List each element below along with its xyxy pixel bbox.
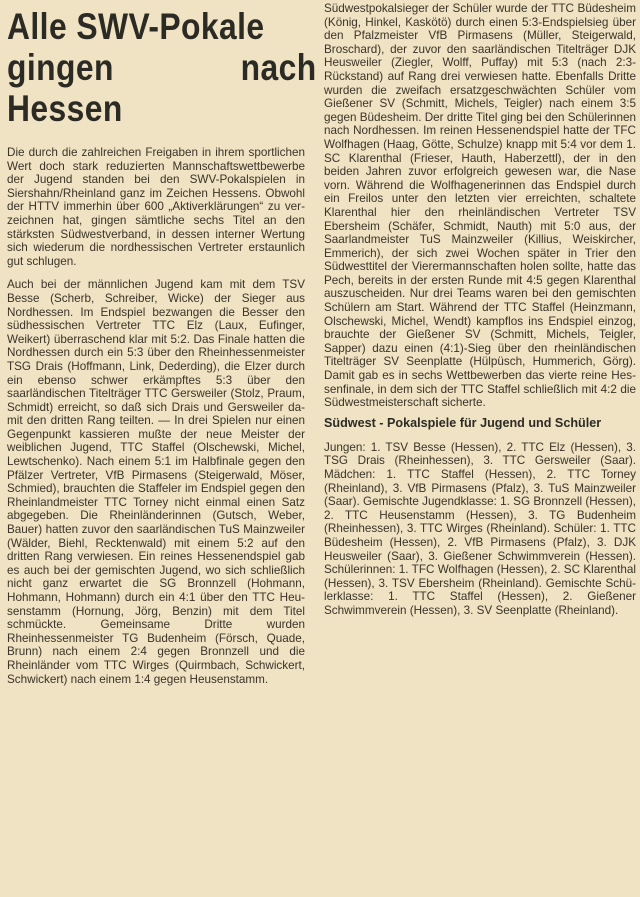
body-paragraph-right: Südwestpokalsieger der Schüler wurde der TTC Büdesheim (König, Hinkel, Kaskötö) durch einen 5:3-Endspielsieg über den Pfalzmeister VfB Pirmasens (Müller, Steigerwald, Broschard), der zuvor den saarländischen Titelträger DJK Heusweiler (Ziegler, Wolff, Puffay) mit 5:3 (nach 2:3-Rückstand) auf Rang drei verwiesen hatte. Ebenfalls Dritte wurden die zweifach ersatzgeschwächten Schüler vom Gießener SV (Schmitt, Michels, Teigler) nach einem 3:5 gegen Büdesheim. Der dritte Titel ging bei den Schülerinnen nach Nordhessen. Im reinen Hessenendspiel hatte der TFC Wolfhagen (Haag, Götte, Schulze) knapp mit 5:4 vor dem 1. SC Klarenthal (Frieser, Hauth, Haberzettl), der in den beiden Jahren zuvor erfolgreich gewesen war, die Nase vorn. Während die Wolfhagenerinnen das Endspiel durch ein Freilos unter den letzten vier erreichten, schaltete Klarenthal hier den rheinländischen Vertreter TSV Ebersheim (Schäfer, Schmidt, Nauth) mit 5:0 aus, der Saarlandmeister TuS Mainzweiler (Killius, Weiskircher, Emmerich), der sich zwei Wochen später in Trier den Südwesttitel der Vierermannschaften holen sollte, hatte das Pech, bereits in der ersten Runde mit 4:5 gegen Klarenthal auszuscheiden. Nur drei Teams waren bei den gemischten Schülern am Start. Während der TTC Staffel (Heinzmann, Olschewski, Michel, Wendt) kampflos ins Endspiel einzog, brauchte der Gießener SV (Schmitt, Michels, Teigler, Sapper) dazu einen (4:1)-Sieg über den rheinländischen Titelträger SV Seenplatte (Hülpüsch, Hummerich, Görg). Damit gab es in sechs Wettbewerben das vierte reine Hessenfinale, in dem sich der TTC Staffel schließlich mit 4:2 die Südwestmeisterschaft sicherte. bbox=[324, 2, 636, 410]
headline-line-1: Alle SWV-Pokale bbox=[7, 6, 265, 47]
body-paragraph-left: Auch bei der männlichen Jugend kam mit dem TSV Besse (Scherb, Schreiber, Wicke) der Sieger aus Nordhessen. Im Endspiel bezwangen die Besser den südhessischen Vertreter TTC Elz (Laux, Eufinger, Weikert) überraschend klar mit 5:2. Das Finale hatten die Nordhessen durch ein 5:3 über den Rheinhessenmeister TSG Drais (Hoffmann, Link, Dederding), die Elzer durch ein ebenso schwer erkämpftes 5:3 über den saarländischen Titelträger TTC Gersweiler (Stolz, Praum, Schmidt) erreicht, so daß sich Drais und Gersweiler damit den dritten Rang teilten. — In drei Spielen nur einen Gegenpunkt kassieren mußte der neue Meister der weiblichen Jugend, TTC Staffel (Olschewski, Michel, Lewtschenko). Nach einem 5:1 im Halbfinale gegen den Pfälzer Vertreter, VfB Pirmasens (Steigerwald, Möser, Schmied), brauchten die Staffeler im Endspiel gegen den Rheinlandmeister TTC Torney nicht einmal einen Satz abgegeben. Die Rheinländerinnen (Gutsch, Weber, Bauer) hatten zuvor den saarländischen TuS Mainzweiler (Wälder, Biehl, Recktenwald) mit einem 5:2 auf den dritten Rang verwiesen. Ein reines Hessenendspiel gab es auch bei der gemischten Jugend, wo sich schließlich nicht ganz erwartet die SG Bronnzell (Hohmann, Hohmann, Hohmann) durch ein 4:1 über den TTC Heusenstamm (Hornung, Jörg, Benzin) mit dem Titel schmückte. Gemeinsame Dritte wurden Rheinhessenmeister TG Budenheim (Försch, Quade, Brunn) nach einem 2:4 gegen Bronnzell und die Rheinländer vom TTC Wirges (Quirmbach, Schwickert, Schwickert) nach einem 1:4 gegen Heusenstamm. bbox=[7, 278, 305, 686]
results-heading: Südwest - Pokalspiele für Jugend und Schüler bbox=[324, 415, 602, 430]
headline bbox=[7, 6, 317, 129]
results-list: Jungen: 1. TSV Besse (Hessen), 2. TTC Elz (Hessen), 3. TSG Drais (Rheinhessen), 3. TTC Gersweiler (Saar). Mädchen: 1. TTC Staffel (Hessen), 2. TTC Torney (Rheinland), 3. VfB Pirmasens (Pfalz), 3. TuS Mainzweiler (Saar). Gemischte Jugendklasse: 1. SG Bronnzell (Hessen), 2. TTC Heusenstamm (Hessen), 3. TG Budenheim (Rheinhessen), 3. TTC Wirges (Rheinland). Schüler: 1. TTC Büdesheim (Hessen), 2. VfB Pirmasens (Pfalz), 3. DJK Heusweiler (Saar), 3. Gießener Schwimmverein (Hessen). Schülerinnen: 1. TFC Wolfhagen (Hessen), 2. SC Klarenthal (Hessen), 3. TSV Ebersheim (Rheinland). Gemischte Schülerklasse: 1. TTC Staffel (Hessen), 2. Gießener Schwimmverein (Hessen), 3. SV Seenplatte (Rheinland). bbox=[324, 440, 636, 617]
lead-paragraph: Die durch die zahlreichen Freigaben in ihrem sportlichen Wert doch stark reduzierten Mannschaftswettbewerbe der Jugend standen bei den SWV-Pokalspielen in Siershahn/Rheinland ganz im Zeichen Hessens. Obwohl der HTTV immerhin über 600 „Aktiverklärungen“ zu verzeichnen hat, gingen sämtliche sechs Titel an den stärksten Südwestverband, in dessen interner Wertung sich wiederum die nordhessischen Vertreter erstaunlich gut schlugen. bbox=[7, 146, 305, 268]
right-column bbox=[324, 0, 636, 618]
left-column bbox=[7, 0, 317, 686]
headline-line-2: gingen nach Hessen bbox=[7, 47, 317, 129]
